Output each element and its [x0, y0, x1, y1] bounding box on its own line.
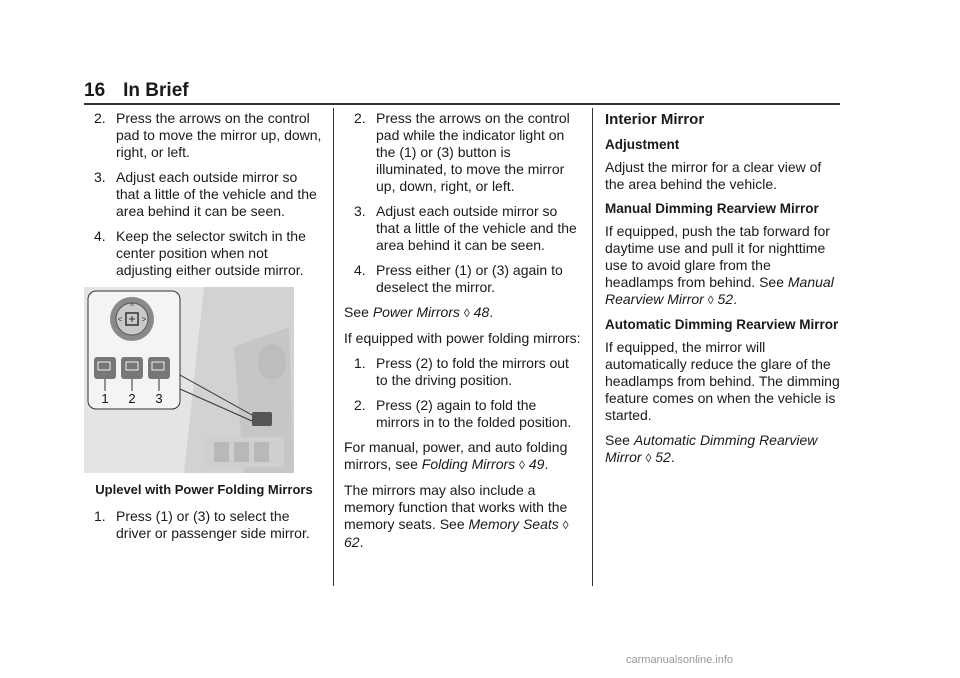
- link-folding-mirrors[interactable]: Folding Mirrors: [421, 456, 516, 472]
- list-item: 4. Keep the selector switch in the center position when not adjusting either outside mirror.: [94, 228, 306, 278]
- button-label-1: 1: [101, 391, 109, 406]
- link-auto-dimming-mirror[interactable]: Automatic Dimming Rearview Mirror: [605, 432, 818, 465]
- list-item: 3. Adjust each outside mirror so that a little of the vehicle and the area behind it can be seen.: [94, 169, 317, 219]
- door-panel-drawing: [84, 287, 294, 473]
- list-item: 1. Press (1) or (3) to select the driver or passenger side mirror.: [94, 508, 310, 541]
- manual-power-auto-folding: For manual, power, and auto folding mirrors, see Folding Mirrors ◊ 49.: [344, 439, 568, 472]
- column-3: [605, 110, 841, 475]
- see-power-mirrors: See Power Mirrors ◊ 48.: [344, 304, 494, 320]
- mirror-control-illustration: [84, 287, 294, 473]
- see-auto-dimming: See Automatic Dimming Rearview Mirror ◊ 52.: [605, 432, 818, 465]
- list-item: 4. Press either (1) or (3) again to deselect the mirror.: [354, 262, 563, 295]
- svg-text:>: >: [141, 315, 147, 324]
- list-item: 2. Press the arrows on the control pad to move the mirror up, down, right, or left.: [94, 110, 322, 160]
- folding-intro: If equipped with power folding mirrors:: [344, 330, 581, 346]
- page-header: [84, 80, 189, 102]
- column-1: [84, 110, 324, 550]
- list-item: 2. Press (2) again to fold the mirrors in to the folded position.: [354, 397, 572, 430]
- memory-function: The mirrors may also include a memory function that works with the memory seats. See Memory Seats ◊ 62.: [344, 482, 569, 550]
- manual-dimming-text: If equipped, push the tab forward for daytime use and pull it for nighttime use to avoid glare from the headlamps from behind. See Manual Rearview Mirror ◊ 52.: [605, 223, 834, 307]
- adjustment-heading: Adjustment: [605, 137, 680, 152]
- page-number: 16: [84, 80, 106, 101]
- adjustment-text: Adjust the mirror for a clear view of the area behind the vehicle.: [605, 159, 822, 192]
- link-manual-rearview-mirror[interactable]: Manual Rearview Mirror: [605, 274, 834, 307]
- section-title: In Brief: [123, 80, 189, 101]
- svg-text:<: <: [117, 315, 123, 324]
- button-label-2: 2: [128, 391, 136, 406]
- list-item: 2. Press the arrows on the control pad while the indicator light on the (1) or (3) button is illuminated, to move the mirror up, down, right, or left.: [354, 110, 570, 194]
- column-2: [344, 110, 582, 559]
- column-divider-left: [333, 108, 334, 586]
- link-power-mirrors[interactable]: Power Mirrors: [372, 304, 460, 320]
- auto-dimming-heading: Automatic Dimming Rearview Mirror: [605, 317, 839, 332]
- list-item: 3. Adjust each outside mirror so that a little of the vehicle and the area behind it can be seen.: [354, 203, 577, 253]
- header-rule: [84, 103, 840, 105]
- manual-dimming-heading: Manual Dimming Rearview Mirror: [605, 201, 819, 216]
- column-divider-right: [592, 108, 593, 586]
- link-memory-seats[interactable]: Memory Seats: [468, 516, 559, 532]
- watermark: carmanualsonline.info: [626, 654, 734, 666]
- svg-text:^: ^: [130, 302, 134, 311]
- figure-caption: Uplevel with Power Folding Mirrors: [95, 482, 313, 497]
- button-label-3: 3: [155, 391, 163, 406]
- auto-dimming-text: If equipped, the mirror will automatically reduce the glare of the headlamps from behind. The dimming feature comes on when the vehicle is started.: [605, 339, 840, 423]
- list-item: 1. Press (2) to fold the mirrors out to the driving position.: [354, 355, 569, 388]
- interior-mirror-title: Interior Mirror: [605, 111, 705, 128]
